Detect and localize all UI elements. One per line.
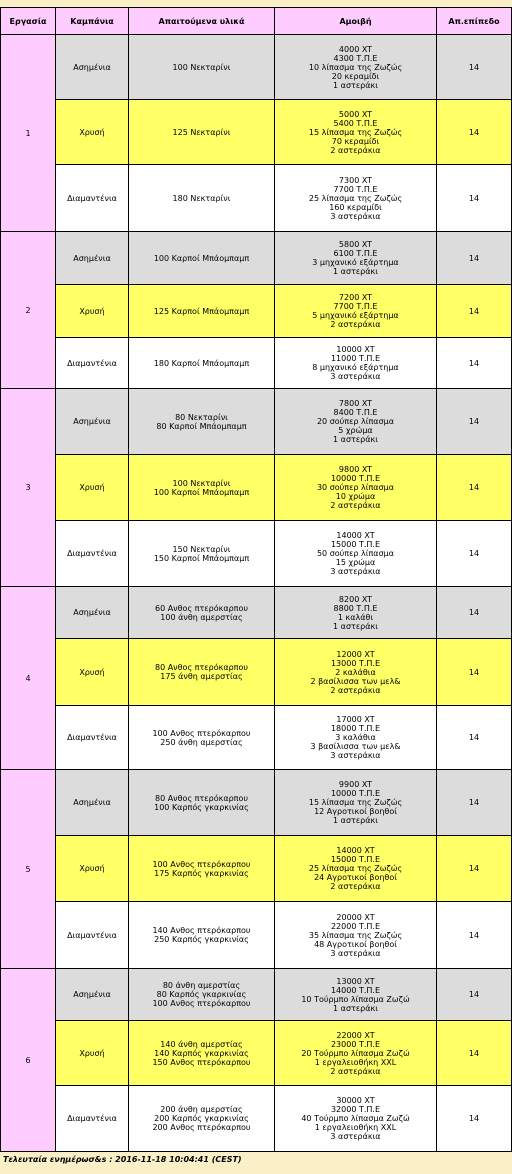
materials-cell [129,389,275,455]
level-cell: 14 [437,902,512,969]
reward-line: 2 αστεράκια [330,1066,381,1076]
table-row [1,639,512,706]
reward-cell [275,35,437,100]
reward-line: 10 λίπασμα της Ζωζώς [308,62,403,72]
reward-line: 8 μηχανικό εξάρτημα [312,363,399,372]
reward-line: 5400 Τ.Π.Ε [333,118,378,128]
table-row [1,706,512,770]
materials-cell [129,455,275,521]
reward-line: 8200 XT [338,594,373,604]
reward-cell [275,587,437,639]
reward-line: 7300 XT [338,175,373,185]
reward-line: 4000 XT [338,44,373,54]
level-cell: 14 [437,969,512,1021]
reward-line: 3 αστεράκια [330,948,381,958]
material-line: 100 Καρπός γκαρκινίας [154,802,249,812]
level-cell: 14 [437,100,512,165]
table-row [1,100,512,165]
material-line: 180 Καρποί Μπάομπαμπ [153,358,250,368]
reward-cell [275,285,437,338]
table-row [1,836,512,902]
reward-cell [275,389,437,455]
campaign-cell: Ασημένια [56,232,129,285]
table-body [1,35,512,1152]
campaign-cell: Διαμαντένια [56,338,129,389]
materials-cell [129,706,275,770]
material-line: 175 άνθη αμερστίας [160,672,243,681]
material-line: 80 Νεκταρίνι [175,412,228,422]
reward-line: 5 μηχανικό εξάρτημα [312,311,399,320]
reward-line: 15 χρώμα [335,558,376,567]
header-campaign: Καμπάνια [56,8,129,35]
level-cell: 14 [437,232,512,285]
campaign-cell: Χρυσή [56,639,129,706]
reward-line: 3 αστεράκια [330,567,381,576]
reward-line: 3 μηχανικό εξάρτημα [312,258,399,267]
table-row [1,1086,512,1152]
reward-line: 10000 Τ.Π.Ε [330,474,381,483]
reward-line: 70 κεραμίδι [331,136,380,146]
reward-cell [275,521,437,587]
level-cell: 14 [437,1086,512,1152]
level-cell: 14 [437,770,512,836]
reward-line: 40 Τούρμπο λίπασμα Ζωζώ [301,1114,410,1123]
reward-line: 1 αστεράκι [333,267,378,276]
level-cell: 14 [437,521,512,587]
materials-cell [129,902,275,969]
reward-line: 10000 Τ.Π.Ε [330,789,381,798]
campaign-cell: Χρυσή [56,836,129,902]
campaign-cell: Διαμαντένια [56,165,129,232]
reward-line: 1 εργαλειοθήκη XXL [314,1057,397,1067]
reward-line: 8800 Τ.Π.Ε [333,603,378,613]
level-cell: 14 [437,639,512,706]
reward-line: 25 λίπασμα της Ζωζώς [308,193,403,203]
level-cell: 14 [437,706,512,770]
campaign-cell: Χρυσή [56,285,129,338]
reward-cell [275,232,437,285]
material-line: 250 Καρπός γκαρκινίας [154,935,249,944]
reward-line: 20 Τούρμπο λίπασμα Ζωζώ [301,1048,410,1058]
task-number-cell: 5 [1,770,56,969]
reward-line: 14000 Τ.Π.Ε [330,985,381,995]
material-line: 80 Καρποί Μπάομπαμπ [156,421,247,431]
material-line: 80 Ανθος πτερόκαρπου [154,793,249,803]
campaign-cell: Διαμαντένια [56,902,129,969]
reward-line: 2 καλάθια [335,667,376,677]
material-line: 80 Ανθος πτερόκαρπου [154,663,249,672]
level-cell: 14 [437,389,512,455]
materials-cell [129,232,275,285]
material-line: 100 Ανθος πτερόκαρπου [152,859,251,869]
material-line: 250 άνθη αμερστίας [160,737,243,747]
task-number-cell: 4 [1,587,56,770]
materials-cell [129,1086,275,1152]
material-line: 100 Καρποί Μπάομπαμπ [153,253,250,263]
task-number-cell: 3 [1,389,56,587]
reward-line: 5 χρώμα [338,426,373,435]
reward-line: 12 Αγροτικοί βοηθοί [314,807,397,816]
reward-line: 7700 Τ.Π.Ε [333,184,378,194]
campaign-cell: Διαμαντένια [56,1086,129,1152]
campaign-cell: Ασημένια [56,587,129,639]
reward-line: 20 σούπερ λίπασμα [316,417,395,426]
last-updated-footer: Τελευταία ενημέρωσ&s : 2016-11-18 10:04:41 (CEST) [3,1155,242,1164]
reward-line: 6100 Τ.Π.Ε [333,249,378,258]
level-cell: 14 [437,285,512,338]
material-line: 125 Νεκταρίνι [172,127,231,137]
reward-line: 3 αστεράκια [330,211,381,221]
reward-line: 14000 XT [336,846,375,855]
reward-line: 10 Τούρμπο λίπασμα Ζωζώ [301,994,410,1004]
reward-line: 22000 Τ.Π.Ε [330,921,381,931]
material-line: 100 Ανθος πτερόκαρπου [152,999,251,1008]
reward-line: 7800 XT [338,399,373,408]
reward-line: 11000 Τ.Π.Ε [330,354,381,363]
reward-line: 13000 Τ.Π.Ε [330,658,381,668]
material-line: 140 άνθη αμερστίας [160,1039,243,1049]
reward-line: 10000 XT [336,345,375,354]
reward-line: 9900 XT [338,780,373,789]
reward-line: 2 αστεράκια [330,320,381,329]
material-line: 60 Ανθος πτερόκαρπου [154,603,249,613]
level-cell: 14 [437,338,512,389]
reward-line: 20 κεραμίδι [331,71,380,81]
material-line: 80 άνθη αμερστίας [162,981,241,990]
task-number-cell: 6 [1,969,56,1152]
material-line: 140 Καρπός γκαρκινίας [154,1048,249,1058]
reward-line: 48 Αγροτικοί βοηθοί [314,939,397,949]
materials-cell [129,521,275,587]
header-materials: Απαιτούμενα υλικά [129,8,275,35]
level-cell: 14 [437,165,512,232]
table-row [1,902,512,969]
header-level: Απ.επίπεδο [437,8,512,35]
reward-line: 2 αστεράκια [330,882,381,891]
reward-cell [275,338,437,389]
reward-line: 23000 Τ.Π.Ε [330,1039,381,1049]
reward-line: 9800 XT [338,465,373,474]
material-line: 100 Νεκταρίνι [172,62,231,72]
materials-cell [129,969,275,1021]
reward-cell [275,1086,437,1152]
reward-line: 24 Αγροτικοί βοηθοί [314,873,397,882]
material-line: 100 Ανθος πτερόκαρπου [152,728,251,738]
materials-cell [129,285,275,338]
table-row [1,455,512,521]
reward-line: 30 σούπερ λίπασμα [316,483,395,492]
campaign-cell: Διαμαντένια [56,521,129,587]
reward-line: 12000 XT [336,649,375,659]
reward-line: 15 λίπασμα της Ζωζώς [308,127,403,137]
materials-cell [129,1021,275,1086]
level-cell: 14 [437,1021,512,1086]
reward-line: 2 αστεράκια [330,145,381,155]
reward-line: 3 αστεράκια [330,1132,381,1141]
reward-line: 32000 Τ.Π.Ε [330,1105,381,1114]
reward-line: 5800 XT [338,240,373,249]
table-row [1,521,512,587]
header-row [1,8,512,35]
reward-line: 1 αστεράκι [333,435,378,444]
reward-line: 8400 Τ.Π.Ε [333,408,378,417]
reward-line: 13000 XT [336,976,375,986]
reward-line: 1 αστεράκι [333,80,378,90]
reward-line: 15 λίπασμα της Ζωζώς [308,798,403,807]
reward-line: 14000 XT [336,531,375,540]
level-cell: 14 [437,455,512,521]
reward-line: 5000 XT [338,109,373,119]
materials-cell [129,587,275,639]
reward-cell [275,770,437,836]
table-row [1,770,512,836]
table-row [1,35,512,100]
reward-cell [275,706,437,770]
material-line: 175 Καρπός γκαρκινίας [154,868,249,878]
reward-line: 3 βασίλισσα των μελ& [310,742,401,751]
table-row [1,389,512,455]
material-line: 200 άνθη αμερστίας [160,1105,243,1114]
campaign-cell: Χρυσή [56,100,129,165]
campaign-cell: Ασημένια [56,969,129,1021]
material-line: 140 Ανθος πτερόκαρπου [152,926,251,935]
reward-line: 25 λίπασμα της Ζωζώς [308,864,403,873]
reward-line: 1 αστεράκι [333,1003,378,1013]
material-line: 80 Καρπός γκαρκινίας [156,990,247,999]
missions-table [0,7,512,1152]
materials-cell [129,770,275,836]
reward-line: 2 αστεράκια [330,501,381,510]
reward-cell [275,1021,437,1086]
materials-cell [129,35,275,100]
table-row [1,587,512,639]
reward-cell [275,902,437,969]
reward-cell [275,639,437,706]
table-row [1,1021,512,1086]
materials-cell [129,100,275,165]
material-line: 150 Καρποί Μπάομπαμπ [153,553,250,563]
reward-line: 1 καλάθι [337,612,374,622]
material-line: 180 Νεκταρίνι [172,193,231,203]
material-line: 100 Νεκταρίνι [172,478,231,488]
material-line: 150 Νεκταρίνι [172,544,231,554]
campaign-cell: Ασημένια [56,35,129,100]
task-number-cell: 2 [1,232,56,389]
materials-cell [129,639,275,706]
reward-line: 20000 XT [336,912,375,922]
material-line: 150 Ανθος πτερόκαρπου [152,1057,251,1067]
campaign-cell: Διαμαντένια [56,706,129,770]
reward-line: 3 αστεράκια [330,372,381,381]
reward-line: 17000 XT [336,715,375,724]
materials-cell [129,338,275,389]
reward-line: 7700 Τ.Π.Ε [333,302,378,311]
material-line: 200 Ανθος πτερόκαρπου [152,1123,251,1132]
reward-cell [275,100,437,165]
reward-line: 3 καλάθια [335,733,376,742]
reward-line: 7200 XT [338,293,373,302]
reward-line: 2 βασίλισσα των μελ& [310,676,401,686]
reward-line: 15000 Τ.Π.Ε [330,855,381,864]
campaign-cell: Ασημένια [56,389,129,455]
reward-line: 18000 Τ.Π.Ε [330,724,381,733]
campaign-cell: Ασημένια [56,770,129,836]
reward-line: 35 λίπασμα της Ζωζώς [308,930,403,940]
table-row [1,285,512,338]
reward-cell [275,165,437,232]
campaign-cell: Χρυσή [56,455,129,521]
reward-cell [275,969,437,1021]
reward-line: 2 αστεράκια [330,685,381,695]
reward-line: 1 αστεράκι [333,816,378,825]
materials-cell [129,836,275,902]
reward-line: 30000 XT [336,1096,375,1105]
campaign-cell: Χρυσή [56,1021,129,1086]
reward-cell [275,455,437,521]
header-reward: Αμοιβή [275,8,437,35]
table-row [1,969,512,1021]
table-row [1,232,512,285]
reward-line: 1 εργαλειοθήκη XXL [314,1123,397,1132]
materials-cell [129,165,275,232]
reward-line: 3 αστεράκια [330,751,381,760]
level-cell: 14 [437,35,512,100]
reward-line: 15000 Τ.Π.Ε [330,540,381,549]
reward-line: 1 αστεράκι [333,621,378,631]
reward-line: 50 σούπερ λίπασμα [316,549,395,558]
task-number-cell: 1 [1,35,56,232]
header-task: Εργασία [1,8,56,35]
material-line: 125 Καρποί Μπάομπαμπ [153,306,250,316]
reward-cell [275,836,437,902]
level-cell: 14 [437,836,512,902]
material-line: 100 άνθη αμερστίας [160,612,243,622]
material-line: 100 Καρποί Μπάομπαμπ [153,487,250,497]
reward-line: 22000 XT [336,1030,375,1040]
reward-line: 160 κεραμίδι [329,202,382,212]
table-row [1,165,512,232]
level-cell: 14 [437,587,512,639]
material-line: 200 Καρπός γκαρκινίας [154,1114,249,1123]
reward-line: 10 χρώμα [335,492,376,501]
table-row [1,338,512,389]
reward-line: 4300 Τ.Π.Ε [333,53,378,63]
